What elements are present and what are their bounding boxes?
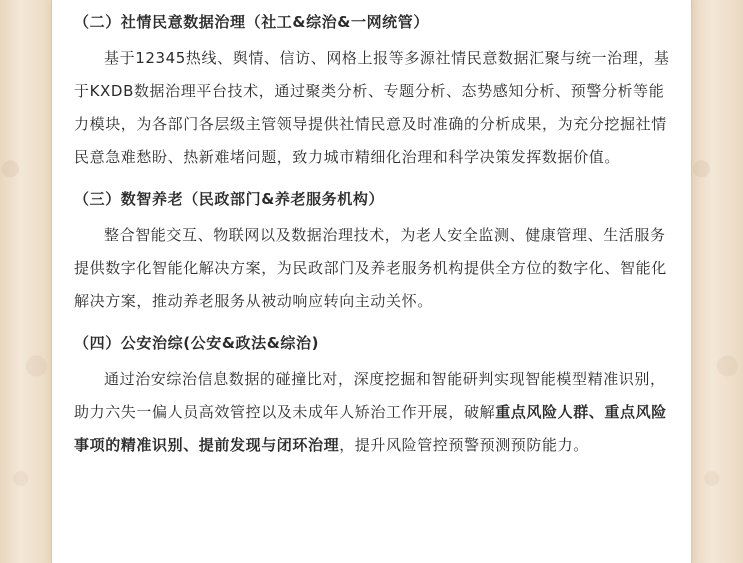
left-background bbox=[0, 0, 52, 563]
paragraph-text-tail: ，提升风险管控预警预测预防能力。 bbox=[339, 436, 589, 454]
section-social-opinion bbox=[74, 10, 672, 174]
section-smart-elderly-care bbox=[74, 187, 672, 318]
section-public-security bbox=[74, 331, 672, 462]
document-page bbox=[52, 0, 691, 563]
section-heading: （四）公安治综(公安&政法&综治) bbox=[74, 334, 320, 352]
section-paragraph: 基于12345热线、舆情、信访、网格上报等多源社情民意数据汇聚与统一治理，基于KXDB数据治理平台技术，通过聚类分析、专题分析、态势感知分析、预警分析等能力模块，为各部门各层级主管领导提供社情民意及时准确的分析成果，为充分挖掘社情民意急难愁盼、热新难堵问题，致力城市精细化治理和科学决策发挥数据价值。 bbox=[74, 49, 670, 166]
paragraph-emphasis: 重点风险人群、重点风险事项的精准识别、提前发现与闭环治理 bbox=[74, 403, 667, 454]
right-background bbox=[691, 0, 743, 563]
section-heading: （二）社情民意数据治理（社工&综治&一网统管） bbox=[74, 13, 429, 31]
document-content bbox=[74, 10, 672, 462]
section-paragraph: 整合智能交互、物联网以及数据治理技术，为老人安全监测、健康管理、生活服务提供数字化智能化解决方案，为民政部门及养老服务机构提供全方位的数字化、智能化解决方案，推动养老服务从被动响应转向主动关怀。 bbox=[74, 226, 667, 310]
section-paragraph bbox=[74, 363, 672, 462]
section-heading: （三）数智养老（民政部门&养老服务机构） bbox=[74, 190, 385, 208]
paragraph-text: 通过治安综治信息数据的碰撞比对，深度挖掘和智能研判实现智能模型精准识别，助力六失一偏人员高效管控以及未成年人矫治工作开展，破解 bbox=[74, 370, 666, 421]
